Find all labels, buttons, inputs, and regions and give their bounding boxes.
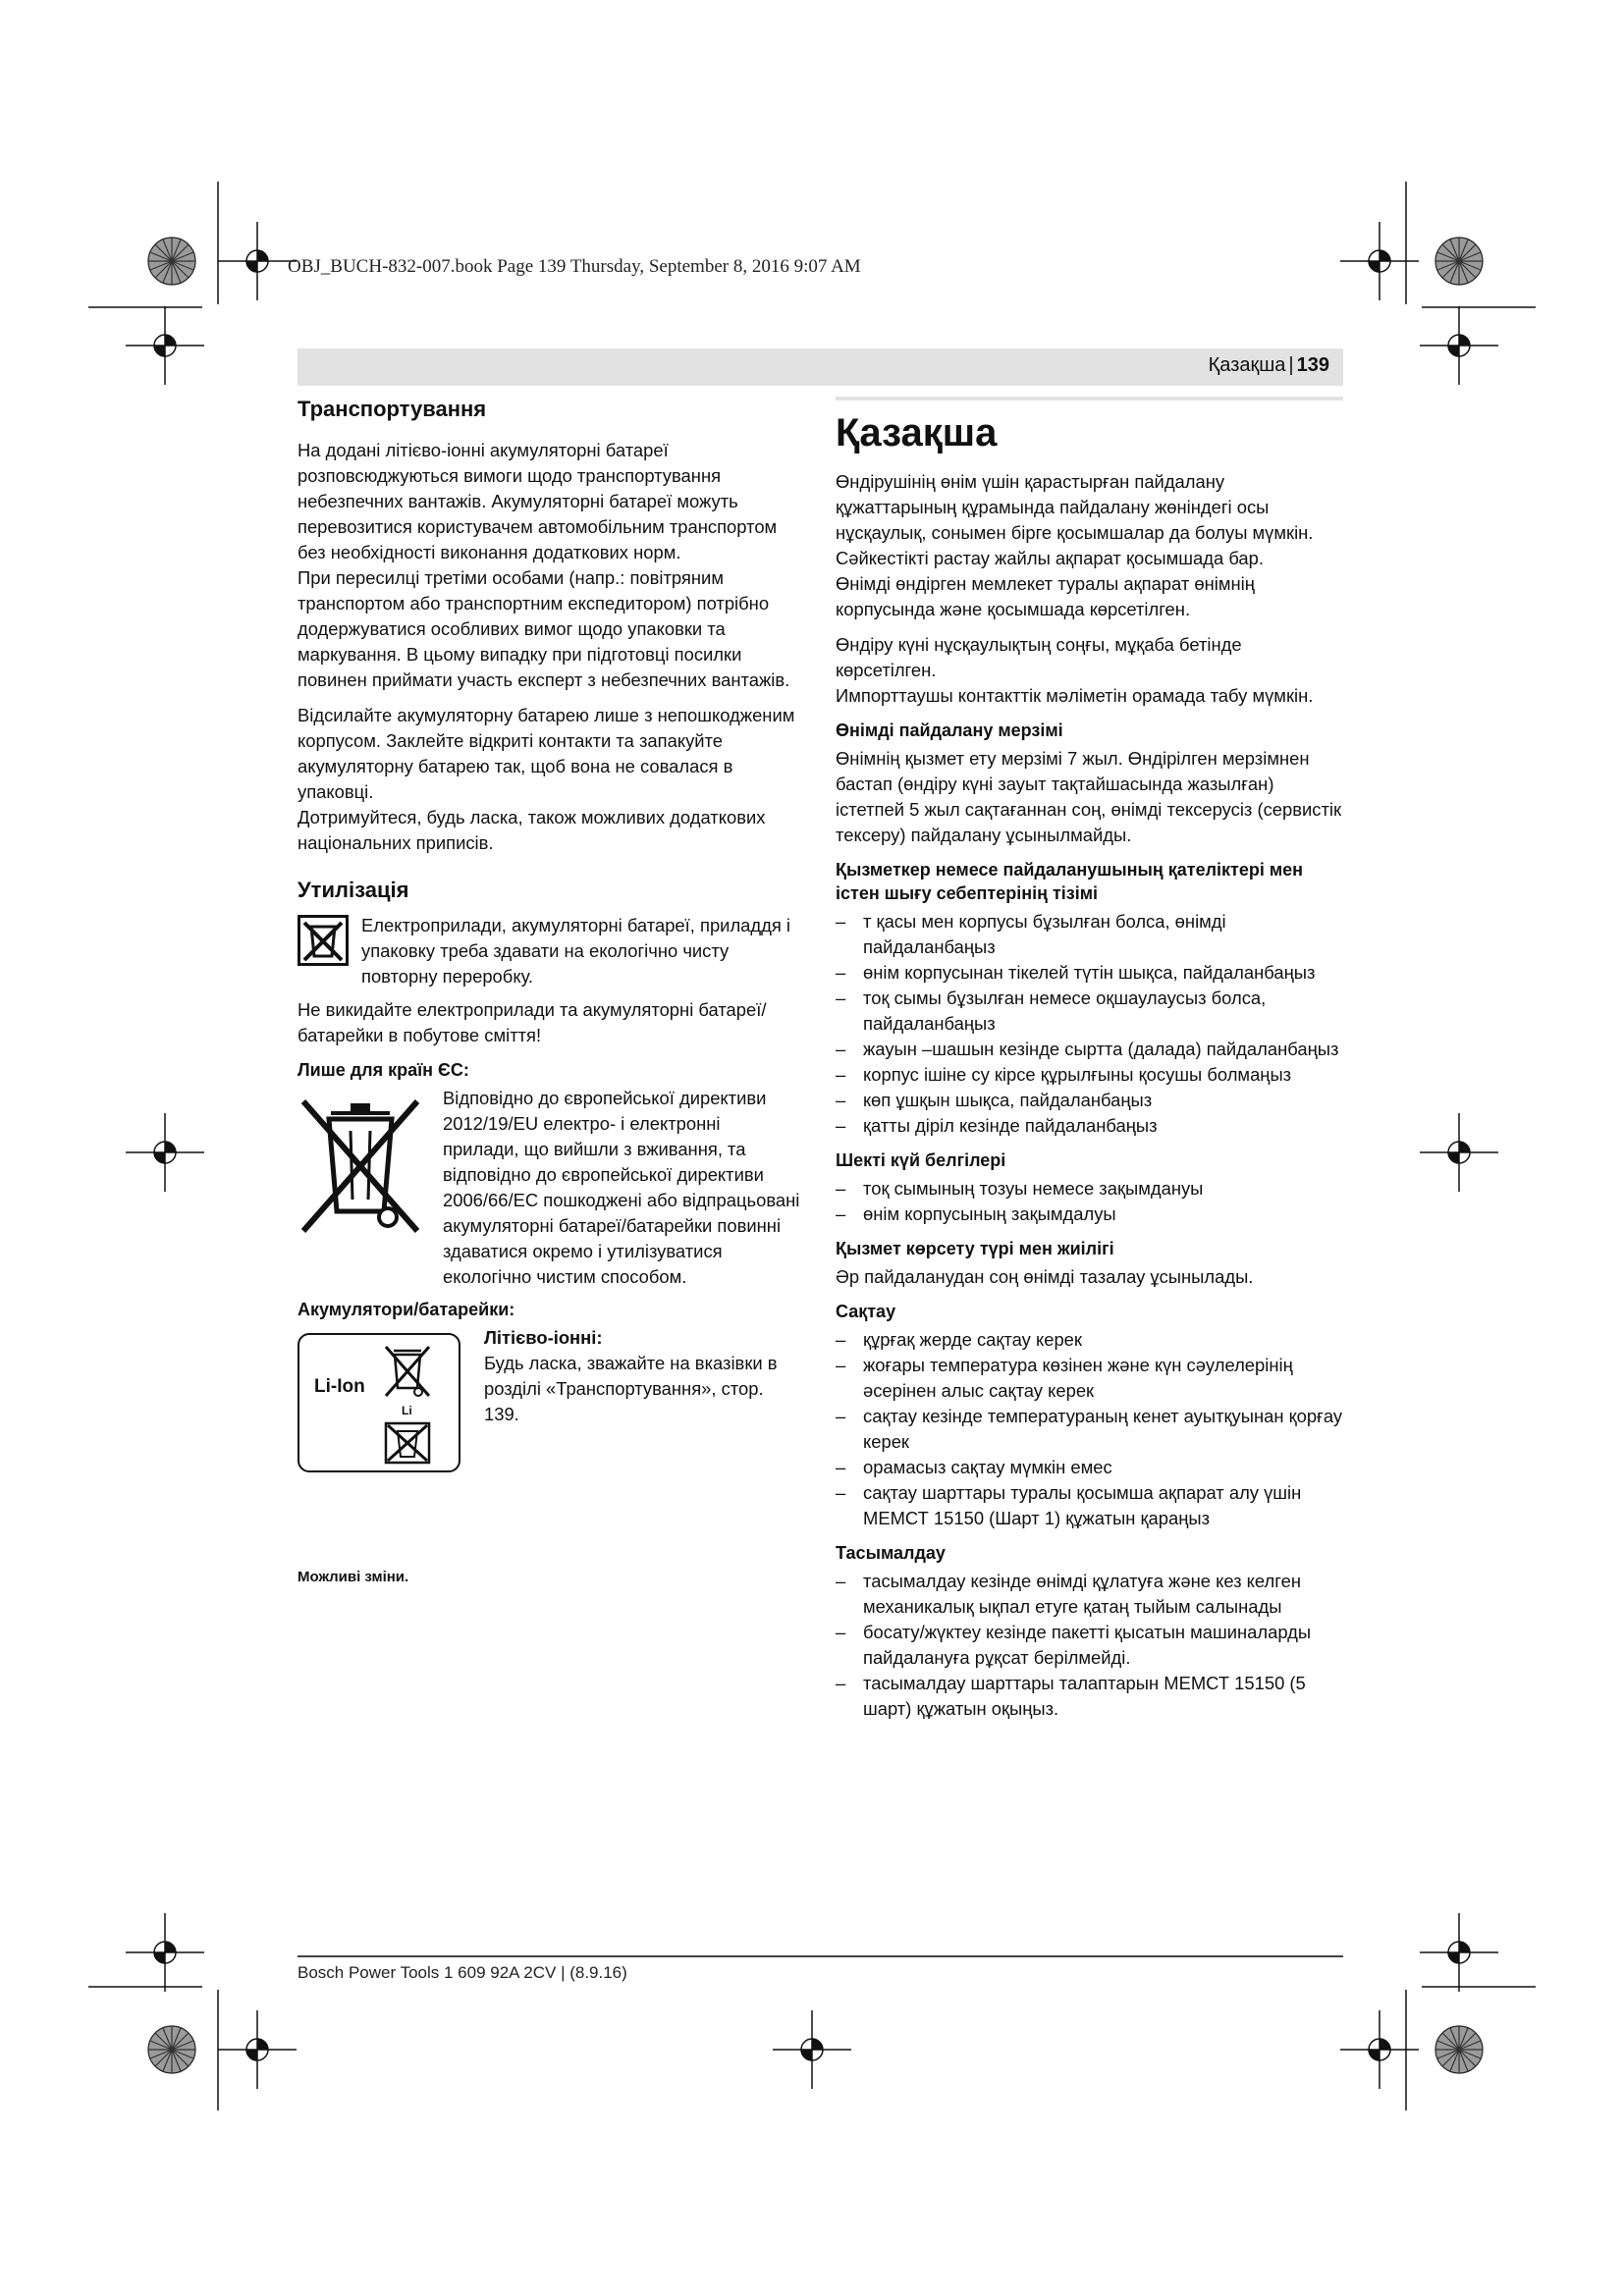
list-item: – босату/жүктеу кезінде пакетті қысатын машиналарды пайдалануға рұқсат берілмейді. — [836, 1620, 1343, 1671]
li-ion-subheading: Літієво-іонні: — [484, 1327, 603, 1348]
list-item: – орамасыз сақтау мүмкін емес — [836, 1455, 1343, 1480]
eu-heading: Лише для країн ЄС: — [298, 1060, 469, 1080]
left-column — [298, 397, 800, 1492]
list-item: – тоқ сымының тозуы немесе зақымдануы — [836, 1176, 1343, 1201]
intro-paragraph-4: Өндіру күні нұсқаулықтың соңғы, мұқаба бетінде көрсетілген. — [836, 634, 1242, 680]
crossed-bin-large-icon — [298, 1092, 423, 1241]
shipping-list — [836, 1569, 1343, 1722]
eu-directive-text: Відповідно до європейської директиви 2012/19/EU електро- і електронні прилади, що вийшли з вживання, та відповідно до європейської директиви 2006/66/EC пошкоджені або відпрацьовані акумуляторні батареї/батарейки повинні здаватися окремо і утилізуватися екологічно чистим способом. — [443, 1088, 800, 1287]
transport-heading: Транспортування — [298, 397, 487, 421]
intro-paragraph-1: Өндірушінің өнім үшін қарастырған пайдалану құжаттарының құрамында пайдалану жөніндегі осы нұсқаулық, сонымен бірге қосымшалар да болуы мүмкін. — [836, 471, 1314, 543]
crossed-bin-battery-icon — [382, 1343, 433, 1406]
list-item: – өнім корпусынан тікелей түтін шықса, пайдаланбаңыз — [836, 960, 1343, 986]
li-ion-label: Li-Ion — [314, 1376, 365, 1397]
service-heading: Қызмет көрсету түрі мен жиілігі — [836, 1239, 1114, 1258]
limit-states-heading: Шекті күй белгілері — [836, 1150, 1006, 1170]
li-ion-block — [298, 1325, 800, 1492]
storage-list — [836, 1327, 1343, 1531]
lifetime-text: Өнімнің қызмет ету мерзімі 7 жыл. Өндірілген мерзімнен бастап (өндіру күні зауыт тақтайшасында жазылған) істетпей 5 жыл сақтағаннан соң, өнімді тексерусіз (сервистік тексеру) пайдалану ұсынылмайды. — [836, 748, 1342, 845]
header-section: Қазақша — [1208, 354, 1286, 376]
page-header — [1209, 354, 1329, 377]
list-item: – жауын –шашын кезінде сыртта (далада) пайдаланбаңыз — [836, 1037, 1343, 1062]
lifetime-heading: Өнімді пайдалану мерзімі — [836, 721, 1063, 740]
shipping-heading: Тасымалдау — [836, 1543, 946, 1563]
list-item: – тоқ сымы бұзылған немесе оқшаулаусыз болса, пайдаланбаңыз — [836, 986, 1343, 1037]
header-separator: | — [1288, 354, 1294, 376]
intro-paragraph-2: Сәйкестікті растау жайлы ақпарат қосымшада бар. — [836, 548, 1264, 568]
disposal-heading: Утилізація — [298, 878, 409, 902]
list-item: – өнім корпусының зақымдалуы — [836, 1201, 1343, 1227]
list-item: – сақтау шарттары туралы қосымша ақпарат алу үшін МЕМСТ 15150 (Шарт 1) құжатын қараңыз — [836, 1480, 1343, 1531]
disposal-paragraph: Не викидайте електроприлади та акумуляторні батареї/батарейки в побутове сміття! — [298, 999, 767, 1045]
transport-paragraph-3: Відсилайте акумуляторну батарею лише з непошкодженим корпусом. Заклейте відкриті контакти та запакуйте акумуляторну батарею так, щоб вона не совалася в упаковці. — [298, 705, 795, 802]
crossed-bin-small-icon — [298, 915, 349, 966]
transport-paragraph-4: Дотримуйтеся, будь ласка, також можливих додаткових національних приписів. — [298, 807, 766, 853]
page-header-bar — [298, 348, 1343, 386]
list-item: – көп ұшқын шықса, пайдаланбаңыз — [836, 1088, 1343, 1113]
transport-paragraph-2: При пересилці третіми особами (напр.: повітряним транспортом або транспортним експедитором) потрібно додержуватися особливих вимог щодо упаковки та маркування. В цьому випадку при підготовці посилки повинен приймати участь експерт з небезпечних вантажів. — [298, 567, 790, 690]
list-item: – т қасы мен корпусы бұзылған болса, өнімді пайдаланбаңыз — [836, 909, 1343, 960]
recycle-notice — [298, 913, 800, 989]
right-column — [836, 397, 1343, 1732]
language-title: Қазақша — [836, 411, 998, 454]
errors-heading: Қызметкер немесе пайдаланушының қателіктері мен істен шығу себептерінің тізімі — [836, 860, 1304, 903]
intro-paragraph-5: Импорттаушы контакттік мәліметін орамада табу мүмкін. — [836, 685, 1314, 706]
list-item: – тасымалдау кезінде өнімді құлатуға және кез келген механикалық ықпал етуге қатаң тыйым салынады — [836, 1569, 1343, 1620]
list-item: – құрғақ жерде сақтау керек — [836, 1327, 1343, 1353]
li-small-label: Li — [402, 1404, 412, 1417]
list-item: – тасымалдау шарттары талаптарын МЕМСТ 15150 (5 шарт) құжатын оқыңыз. — [836, 1671, 1343, 1722]
transport-paragraph-1: На додані літієво-іонні акумуляторні батареї розповсюджуються вимоги щодо транспортування небезпечних вантажів. Акумуляторні батареї можуть перевозитися користувачем автомобільним транспортом без необхідності виконання додаткових норм. — [298, 440, 778, 562]
intro-paragraph-3: Өнімді өндірген мемлекет туралы ақпарат өнімнің корпусында және қосымшада көрсетілген. — [836, 573, 1255, 619]
li-ion-symbol — [298, 1333, 460, 1472]
title-rule — [836, 397, 1343, 400]
storage-heading: Сақтау — [836, 1302, 896, 1321]
list-item: – корпус ішіне су кірсе құрылғыны қосушы болмаңыз — [836, 1062, 1343, 1088]
errors-list — [836, 909, 1343, 1139]
list-item: – жоғары температура көзінен және күн сәулелерінің әсерінен алыс сақтау керек — [836, 1353, 1343, 1404]
list-item: – қатты діріл кезінде пайдаланбаңыз — [836, 1113, 1343, 1139]
changes-note: Можливі зміни. — [298, 1569, 409, 1585]
footer: Bosch Power Tools 1 609 92A 2CV | (8.9.16) — [298, 1963, 627, 1982]
page-number: 139 — [1296, 354, 1329, 376]
li-ion-text-block — [484, 1325, 800, 1427]
recycle-notice-text: Електроприлади, акумуляторні батареї, приладдя і упаковку треба здавати на екологічно чисту повторну переробку. — [361, 915, 791, 987]
recycle-battery-icon — [384, 1421, 431, 1465]
li-ion-instructions: Будь ласка, зважайте на вказівки в розділі «Транспортування», стор. 139. — [484, 1353, 778, 1424]
limit-states-list — [836, 1176, 1343, 1227]
list-item: – сақтау кезінде температураның кенет ауытқуынан қорғау керек — [836, 1404, 1343, 1455]
footer-rule — [298, 1955, 1343, 1957]
print-slug: OBJ_BUCH-832-007.book Page 139 Thursday, September 8, 2016 9:07 AM — [288, 256, 861, 277]
batteries-heading: Акумулятори/батарейки: — [298, 1300, 515, 1319]
service-text: Әр пайдаланудан соң өнімді тазалау ұсынылады. — [836, 1266, 1254, 1287]
eu-directive-block — [298, 1086, 800, 1287]
